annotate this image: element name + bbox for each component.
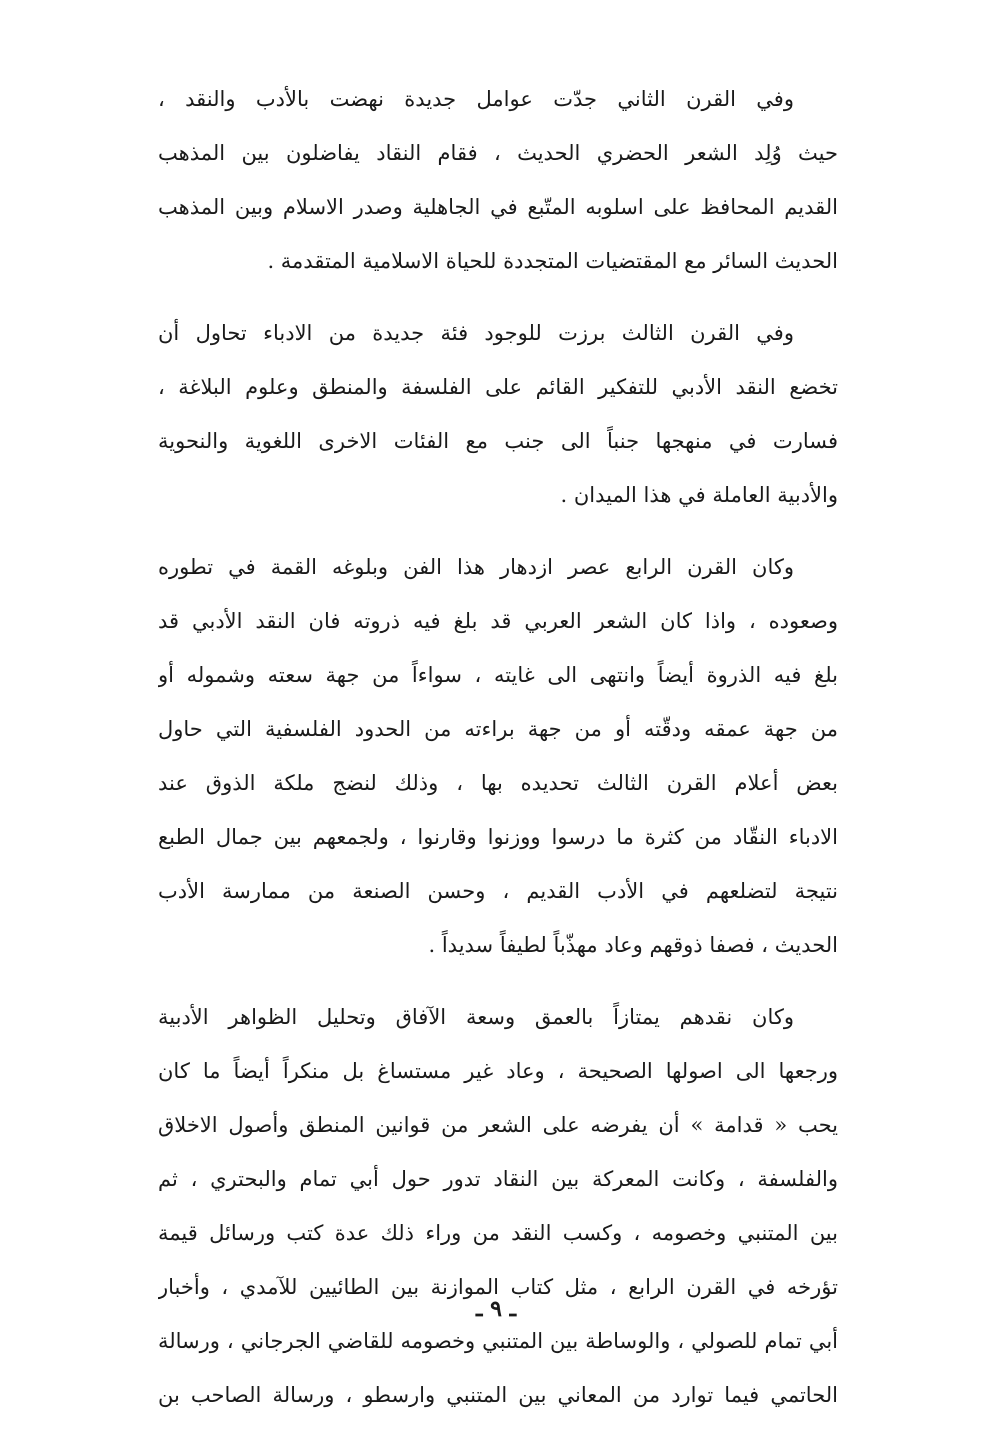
text-line: بين المتنبي وخصومه ، وكسب النقد من وراء ذلك عدة كتب ورسائل قيمة [158, 1221, 838, 1245]
text-line: ورجعها الى اصولها الصحيحة ، وعاد غير مستساغ بل منكراً أيضاً ما كان [158, 1059, 838, 1083]
text-line: نتيجة لتضلعهم في الأدب القديم ، وحسن الصنعة من ممارسة الأدب [158, 879, 838, 903]
text-line: يحب « قدامة » أن يفرضه على الشعر من قوانين المنطق وأصول الاخلاق [158, 1113, 838, 1137]
text-line: بلغ فيه الذروة أيضاً وانتهى الى غايته ، سواءاً من جهة سعته وشموله أو [158, 663, 838, 687]
text-line: وكان نقدهم يمتازاً بالعمق وسعة الآفاق وتحليل الظواهر الأدبية [158, 1005, 794, 1029]
paragraph-2 [158, 306, 838, 522]
text-line: تخضع النقد الأدبي للتفكير القائم على الفلسفة والمنطق وعلوم البلاغة ، [158, 375, 838, 399]
text-line: وصعوده ، واذا كان الشعر العربي قد بلغ فيه ذروته فان النقد الأدبي قد [158, 609, 838, 633]
page-number: ـ ٩ ـ [475, 1296, 517, 1322]
text-line: وفي القرن الثاني جدّت عوامل جديدة نهضت بالأدب والنقد ، [158, 87, 794, 111]
text-line: وكان القرن الرابع عصر ازدهار هذا الفن وبلوغه القمة في تطوره [158, 555, 794, 579]
text-line: الحديث السائر مع المقتضيات المتجددة للحياة الاسلامية المتقدمة . [267, 249, 838, 273]
text-line: من جهة عمقه ودقّته أو من جهة براءته من الحدود الفلسفية التي حاول [158, 717, 838, 741]
text-line: والأدبية العاملة في هذا الميدان . [560, 483, 838, 507]
text-line: والفلسفة ، وكانت المعركة بين النقاد تدور حول أبي تمام والبحتري ، ثم [158, 1167, 838, 1191]
text-line: فسارت في منهجها جنباً الى جنب مع الفئات الاخرى اللغوية والنحوية [158, 429, 838, 453]
text-line: أبي تمام للصولي ، والوساطة بين المتنبي وخصومه للقاضي الجرجاني ، ورسالة [158, 1329, 838, 1353]
text-line: حيث وُلِد الشعر الحضري الحديث ، فقام النقاد يفاضلون بين المذهب [158, 141, 838, 165]
text-line: القديم المحافظ على اسلوبه المتّبع في الجاهلية وصدر الاسلام وبين المذهب [158, 195, 838, 219]
text-line: بعض أعلام القرن الثالث تحديده بها ، وذلك لنضج ملكة الذوق عند [158, 771, 838, 795]
text-line: الادباء النقّاد من كثرة ما درسوا ووزنوا وقارنوا ، ولجمعهم بين جمال الطبع [158, 825, 838, 849]
text-line: الحديث ، فصفا ذوقهم وعاد مهذّباً لطيفاً سديداً . [428, 933, 838, 957]
paragraph-4 [158, 990, 838, 1422]
paragraph-3 [158, 540, 838, 972]
text-line: الحاتمي فيما توارد من المعاني بين المتنبي وارسطو ، ورسالة الصاحب بن [158, 1383, 838, 1407]
body-text [158, 72, 838, 1440]
text-line: تؤرخه في القرن الرابع ، مثل كتاب الموازنة بين الطائيين للآمدي ، وأخبار [158, 1275, 838, 1299]
paragraph-1 [158, 72, 838, 288]
text-line: وفي القرن الثالث برزت للوجود فئة جديدة من الادباء تحاول أن [158, 321, 794, 345]
